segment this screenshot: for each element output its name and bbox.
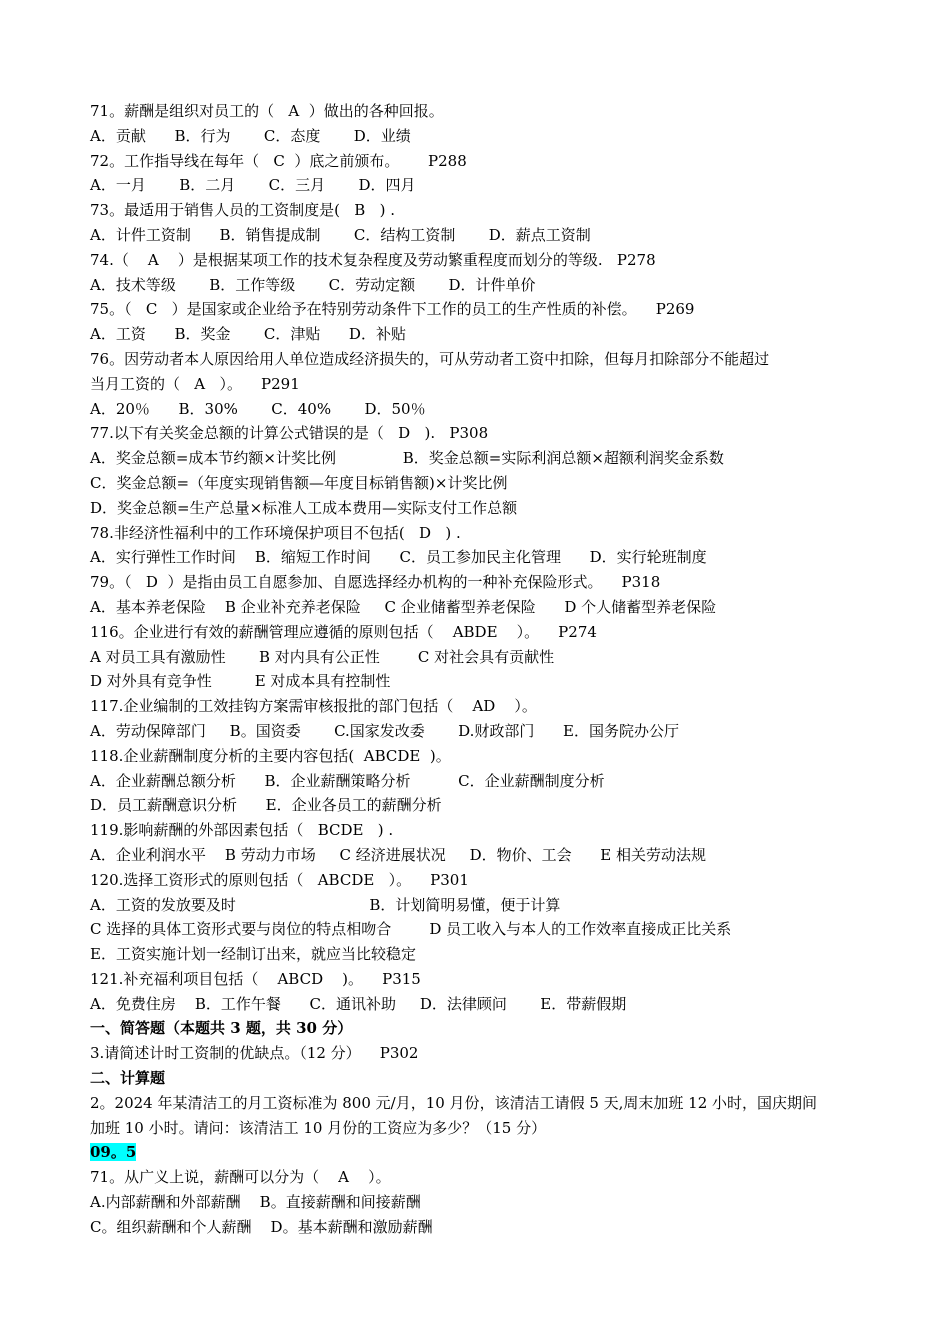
text-line: C。组织薪酬和个人薪酬 D。基本薪酬和激励薪酬 [90,1217,433,1236]
text-line: 79。（ D ）是指由员工自愿参加、自愿选择经办机构的一种补充保险形式。 P318 [90,573,661,592]
document-body [90,99,880,1240]
text-line: A．免费住房 B．工作午餐 C．通讯补助 D．法律顾问 E．带薪假期 [90,994,627,1013]
text-line: 当月工资的（ A ）。 P291 [90,374,300,393]
text-line: D．奖金总额=生产总量×标准人工成本费用—实际支付工作总额 [90,498,518,517]
text-line: 71。薪酬是组织对员工的（ A ）做出的各种回报。 [90,102,444,120]
section-heading: 二、计算题 [90,1069,166,1088]
text-line: A．企业利润水平 B 劳动力市场 C 经济进展状况 D．物价、工会 E 相关劳动法规 [90,845,706,864]
text-line: A．计件工资制 B．销售提成制 C．结构工资制 D．薪点工资制 [90,225,591,244]
text-line: 117.企业编制的工效挂钩方案需审核报批的部门包括（ AD ）。 [90,697,537,716]
highlighted-date-label: 09。5 [90,1143,137,1162]
text-line: A 对员工具有激励性 B 对内具有公正性 C 对社会具有贡献性 [90,647,555,666]
text-line: 120.选择工资形式的原则包括（ ABCDE ）。 P301 [90,870,469,889]
text-line: E．工资实施计划一经制订出来，就应当比较稳定 [90,945,416,964]
text-line: A．基本养老保险 B 企业补充养老保险 C 企业储蓄型养老保险 D 个人储蓄型养老保险 [90,597,717,616]
text-line: 2。2024 年某清洁工的月工资标准为 800 元/月，10 月份，该清洁工请假 5 天,周末加班 12 小时，国庆期间 [90,1093,818,1112]
text-line: A．贡献 B．行为 C．态度 D．业绩 [90,126,411,145]
text-line: 119.影响薪酬的外部因素包括（ BCDE ) . [90,821,394,840]
text-line: 73。最适用于销售人员的工资制度是( B ) . [90,201,395,220]
text-line: A．20％ B．30% C．40% D．50％ [90,399,426,418]
text-line: A．技术等级 B．工作等级 C．劳动定额 D．计件单价 [90,275,536,294]
text-line: D．员工薪酬意识分析 E．企业各员工的薪酬分析 [90,796,442,815]
text-line: A．企业薪酬总额分析 B．企业薪酬策略分析 C．企业薪酬制度分析 [90,771,605,790]
text-line: A．实行弹性工作时间 B．缩短工作时间 C．员工参加民主化管理 D．实行轮班制度 [90,548,707,567]
text-line: C．奖金总额=（年度实现销售额—年度目标销售额)×计奖比例 [90,473,508,492]
text-line: 78.非经济性福利中的工作环境保护项目不包括( D ) . [90,523,461,542]
text-line: 3.请简述计时工资制的优缺点。（12 分） P302 [90,1044,419,1063]
text-line: A.内部薪酬和外部薪酬 B。直接薪酬和间接薪酬 [90,1193,421,1212]
text-line: 121.补充福利项目包括（ ABCD )。 P315 [90,969,421,988]
text-line: 74.（ A ）是根据某项工作的技术复杂程度及劳动繁重程度而划分的等级. P278 [90,250,656,269]
text-line: 71。从广义上说，薪酬可以分为（ A ）。 [90,1168,391,1187]
section-heading: 一、简答题（本题共 3 题，共 30 分） [90,1019,353,1038]
text-line: A．劳动保障部门 B。国资委 C.国家发改委 D.财政部门 E．国务院办公厅 [90,721,679,740]
text-line: 75。（ C ）是国家或企业给予在特别劳动条件下工作的员工的生产性质的补偿。 P269 [90,300,695,319]
text-line: 116。企业进行有效的薪酬管理应遵循的原则包括（ ABDE ）。 P274 [90,622,597,641]
text-line: 118.企业薪酬制度分析的主要内容包括( ABCDE )。 [90,746,451,765]
text-line: A．工资 B．奖金 C．津贴 D．补贴 [90,325,406,344]
text-line: 77.以下有关奖金总额的计算公式错误的是（ D ). P308 [90,424,489,443]
text-line: A．一月 B．二月 C．三月 D．四月 [90,176,416,195]
text-line: D 对外具有竞争性 E 对成本具有控制性 [90,672,391,691]
text-line: 加班 10 小时。请问：该清洁工 10 月份的工资应为多少？（15 分） [90,1118,547,1137]
text-line: C 选择的具体工资形式要与岗位的特点相吻合 D 员工收入与本人的工作效率直接成正比关系 [90,920,732,939]
text-line: A．奖金总额=成本节约额×计奖比例 B．奖金总额=实际利润总额×超额利润奖金系数 [90,449,724,468]
text-line [90,1140,880,1165]
text-line: A．工资的发放要及时 B．计划简明易懂，便于计算 [90,895,561,914]
text-line: 76。因劳动者本人原因给用人单位造成经济损失的，可从劳动者工资中扣除，但每月扣除部分不能超过 [90,349,770,368]
text-line: 72。工作指导线在每年（ C ）底之前颁布。 P288 [90,151,467,170]
